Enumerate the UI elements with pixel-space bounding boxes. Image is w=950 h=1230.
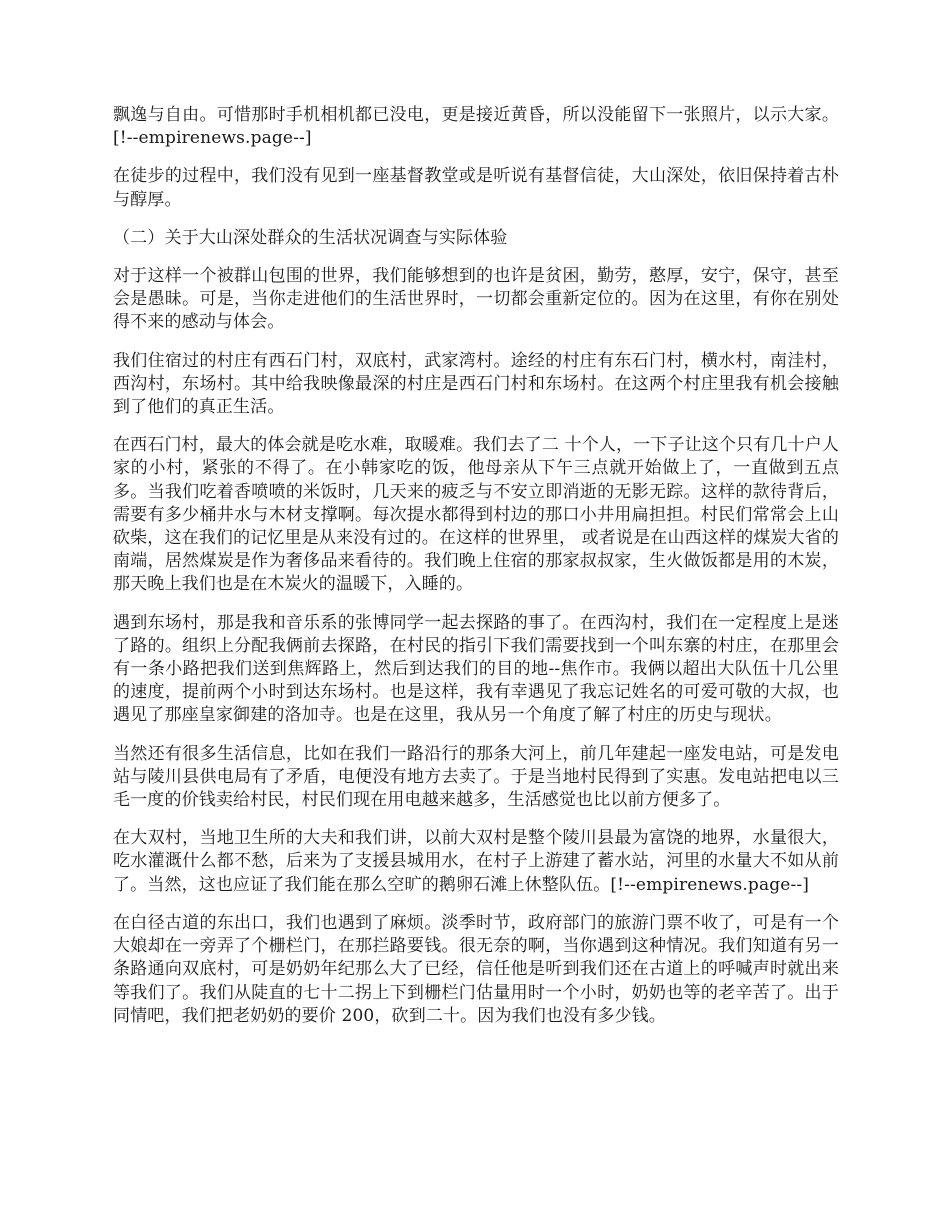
paragraph-villages: 我们住宿过的村庄有西石门村，双底村，武家湾村。途经的村庄有东石门村，横水村，南洼村，西沟村，东场村。其中给我映像最深的村庄是西石门村和东场村。在这两个村庄里我有机会接触到了他们的真正生活。 — [113, 350, 839, 418]
paragraph-power-station: 当然还有很多生活信息，比如在我们一路沿行的那条大河上，前几年建起一座发电站，可是发电站与陵川县供电局有了矛盾，电便没有地方去卖了。于是当地村民得到了实惠。发电站把电以三毛一度的价钱卖给村民，村民们现在用电越来越多，生活感觉也比以前方便多了。 — [113, 743, 839, 811]
paragraph-dongchang-village: 遇到东场村，那是我和音乐系的张博同学一起去探路的事了。在西沟村，我们在一定程度上是迷了路的。组织上分配我俩前去探路，在村民的指引下我们需要找到一个叫东寨的村庄，在那里会有一条小路把我们送到焦辉路上，然后到达我们的目的地--焦作市。我俩以超出大队伍十几公里的速度，提前两个小时到达东场村。也是这样，我有幸遇见了我忘记姓名的可爱可敬的大叔，也遇见了那座皇家御建的洛加寺。也是在这里，我从另一个角度了解了村庄的历史与现状。 — [113, 612, 839, 726]
paragraph-baijing-road: 在白径古道的东出口，我们也遇到了麻烦。淡季时节，政府部门的旅游门票不收了，可是有一个大娘却在一旁弄了个栅栏门，在那拦路要钱。很无奈的啊，当你遇到这种情况。我们知道有另一条路通向双底村，可是奶奶年纪那么大了已经，信任他是听到我们还在古道上的呼喊声时就出来等我们了。我们从陡直的七十二拐上下到栅栏门估量用时一个小时，奶奶也等的老辛苦了。出于同情吧，我们把老奶奶的要价 200，砍到二十。因为我们也没有多少钱。 — [113, 912, 839, 1026]
paragraph-mountain-world: 对于这样一个被群山包围的世界，我们能够想到的也许是贫困，勤劳，憨厚，安宁，保守，甚至会是愚昧。可是，当你走进他们的生活世界时，一切都会重新定位的。因为在这里，有你在别处得不来的感动与体会。 — [113, 266, 839, 333]
paragraph-photo-regret: 飘逸与自由。可惜那时手机相机都已没电，更是接近黄昏，所以没能留下一张照片，以示大家。[!--empirenews.page--] — [113, 105, 839, 149]
section-heading: （二）关于大山深处群众的生活状况调查与实际体验 — [113, 227, 508, 248]
document-page — [113, 104, 839, 1043]
paragraph-xishimen-village: 在西石门村，最大的体会就是吃水难，取暖难。我们去了二 十个人，一下子让这个只有几十户人家的小村，紧张的不得了。在小韩家吃的饭，他母亲从下午三点就开始做上了，一直做到五点多。当我们吃着香喷喷的米饭时，几天来的疲乏与不安立即消逝的无影无踪。这样的款待背后，需要有多少桶井水与木材支撑啊。每次提水都得到村边的那口小井用扁担担。村民们常常会上山砍柴，这在我们的记忆里是从来没有过的。在这样的世界里， 或者说是在山西这样的煤炭大省的南端，居然煤炭是作为奢侈品来看待的。我们晚上住宿的那家叔叔家，生火做饭都是用的木炭，那天晚上我们也是在木炭火的温暖下，入睡的。 — [113, 435, 839, 595]
paragraph-dashuang-village: 在大双村，当地卫生所的大夫和我们讲，以前大双村是整个陵川县最为富饶的地界，水量很大，吃水灌溉什么都不愁，后来为了支援县城用水，在村子上游建了蓄水站，河里的水量大不如从前了。当然，这也应证了我们能在那么空旷的鹅卵石滩上休整队伍。[!--empirenews.page--] — [113, 828, 839, 895]
paragraph-no-church: 在徒步的过程中，我们没有见到一座基督教堂或是听说有基督信徒，大山深处，依旧保持着古朴与醇厚。 — [113, 166, 839, 210]
